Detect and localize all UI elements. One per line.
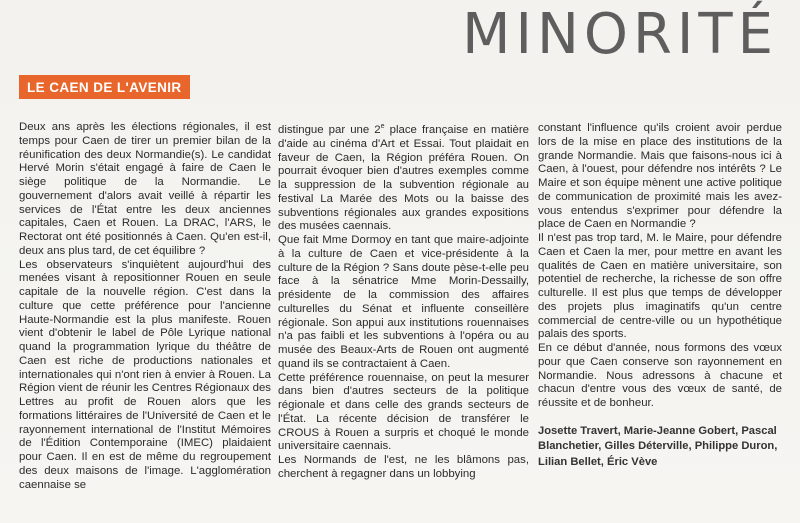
column-3 bbox=[538, 122, 782, 470]
paragraph-text: place française en matière d'aide au cinéma d'Art et Essai. Tout plaidait en faveur de Caen, la Région préféra Rouen. On pourrait évoquer bien d'autres exemples comme la suppression de la subvention régionale au festival La Marée des Mots ou la baisse des subventions régionales aux grandes expositions des musées caennais. bbox=[278, 124, 529, 233]
paragraph: Cette préférence rouennaise, on peut la mesurer dans bien d'autres secteurs de la politique régionale et dans celle des grands secteurs de l'État. La récente décision de transférer le CROUS à Rouen a surpris et choqué le monde universitaire caennais. bbox=[278, 371, 529, 453]
paragraph: Deux ans après les élections régionales, il est temps pour Caen de tirer un premier bilan de la réunification des deux Normandie(s). Le candidat Hervé Morin s'était engagé à faire de Caen le siège politique de la Normandie. Le gouvernement d'alors avait veillé à répartir les services de l'État entre les deux anciennes capitales, Caen et Rouen. La DRAC, l'ARS, le Rectorat ont été positionnés à Caen. Qu'en est-il, deux ans plus tard, de cet équilibre ? bbox=[19, 121, 271, 257]
section-label: LE CAEN DE L'AVENIR bbox=[19, 75, 190, 99]
column-2 bbox=[278, 124, 529, 482]
paragraph: constant l'influence qu'ils croient avoir perdue lors de la mise en place des institutions de la grande Normandie. Mais que faisons-nous ici à Caen, à l'ouest, pour défendre nos intérêts ? Le Maire et son équipe mènent une active politique de communication de proximité mais les avez-vous entendus s'exprimer pour défendre la place de Caen en Normandie ? bbox=[538, 122, 782, 231]
paragraph bbox=[278, 124, 529, 234]
paragraph: Il n'est pas trop tard, M. le Maire, pour défendre Caen et Caen la mer, pour mettre en avant les qualités de Caen en matière universitaire, son potentiel de recherche, la richesse de son offre culturelle. Il est plus que temps de développer des projets plus imaginatifs qu'un centre commercial de centre-ville ou un hypothétique palais des sports. bbox=[538, 232, 782, 341]
paragraph: Les observateurs s'inquiètent aujourd'hui des menées visant à repositionner Rouen en seule capitale de la nouvelle région. C'est dans la culture que cette préférence pour l'ancienne Haute-Normandie est la plus manifeste. Rouen vient d'obtenir le label de Pôle Lyrique national quand la programmation lyrique du théâtre de Caen est riche de productions nationales et internationales qui n'ont rien à envier à Rouen. La Région vient de réunir les Centres Régionaux des Lettres au profit de Rouen alors que les formations littéraires de l'Université de Caen et le rayonnement international de l'Institut Mémoires de l'Édition Contemporaine (IMEC) plaidaient pour Caen. Il en est de même du regroupement des deux maisons de l'image. L'agglomération caennaise se bbox=[19, 258, 271, 491]
paragraph: Les Normands de l'est, ne les blâmons pas, cherchent à regagner dans un lobbying bbox=[278, 454, 529, 480]
superscript: e bbox=[380, 123, 385, 131]
column-1 bbox=[19, 121, 271, 492]
signatures: Josette Travert, Marie-Jeanne Gobert, Pascal Blanchetier, Gilles Déterville, Philippe Duron, Lilian Bellet, Éric Vève bbox=[538, 424, 778, 468]
page-title: MINORITÉ bbox=[462, 2, 778, 67]
paragraph: En ce début d'année, nous formons des vœux pour que Caen conserve son rayonnement en Normandie. Nous adressons à chacune et chacun d'entre vous des vœux de santé, de réussite et de bonheur. bbox=[538, 342, 782, 409]
paragraph-text: distingue par une 2 bbox=[278, 124, 381, 136]
paragraph: Que fait Mme Dormoy en tant que maire-adjointe à la culture de Caen et vice-présidente à la culture de la Région ? Sans doute pèse-t-elle peu face à la sénatrice Mme Morin-Dessailly, présidente de la commission des affaires culturelles du Sénat et influente conseillère régionale. Son appui aux institutions rouennaises n'a pas faibli et les subventions à l'opéra ou au musée des Beaux-Arts de Rouen ont augmenté quand ils se contractaient à Caen. bbox=[278, 234, 529, 370]
